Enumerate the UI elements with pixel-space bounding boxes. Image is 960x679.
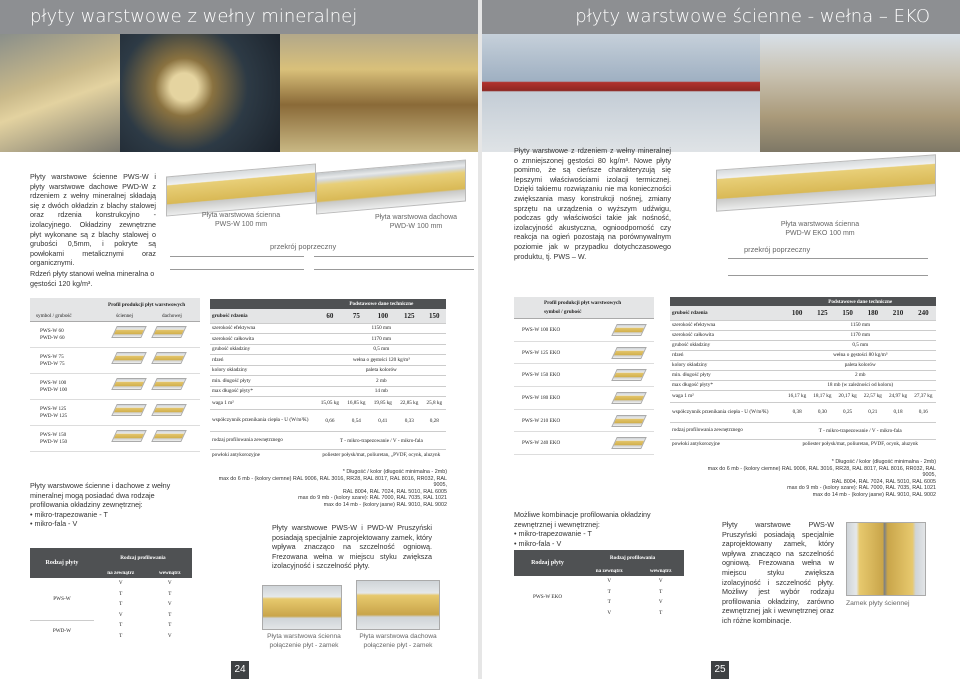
photo-panel-stack (760, 34, 960, 152)
right-coat-label: powłoki antykorozyjne (672, 441, 720, 448)
tech-value: 14 mb (374, 388, 388, 395)
u-value: 0,54 (351, 417, 361, 424)
tech-key: max długość płyty* (212, 388, 253, 395)
profiling-line: Możliwe kombinacje profilowania okładziny zewnętrznej i wewnętrznej: (514, 510, 651, 529)
profile-inner: T (659, 588, 663, 595)
eko-profile-thumb (611, 347, 647, 359)
left-wall-label: ściennej (116, 313, 133, 319)
plate-type: PWS-W EKO (532, 594, 563, 600)
right-profile-header: Profil produkcji płyt warstwowych (544, 300, 622, 306)
tech-row (210, 376, 446, 387)
left-footnote (205, 469, 447, 509)
core-value: 75 (352, 311, 360, 320)
photo-wool-cutting (280, 34, 478, 152)
tech-row (670, 340, 936, 350)
tech-key: szerokość całkowita (212, 335, 254, 342)
tech-value: 18 mb (w zależności od koloru) (827, 382, 894, 388)
right-prof-type-label: rodzaj profilowania zewnętrznego (672, 427, 743, 433)
symbol-eko: PWS-W 210 EKO (522, 417, 561, 424)
wall-profile-thumb (111, 326, 147, 338)
u-value: 0,38 (792, 409, 802, 415)
u-value: 0,28 (429, 417, 439, 424)
symbol-row (30, 322, 200, 348)
tech-value: 1150 mm (371, 325, 392, 332)
left-pt-h4: wewnątrz (158, 570, 181, 576)
left-profiling-text (30, 481, 180, 529)
eko-panel-label: Płyta warstwowa ścienna PWD-W EKO 100 mm (780, 221, 860, 237)
u-value: 0,16 (918, 409, 928, 415)
right-pt-h1: Rodzaj płyty (531, 560, 564, 566)
weight-value: 25,8 kg (426, 400, 443, 406)
tech-key: max długość płyty* (672, 382, 713, 388)
symbol-wall: PWS-W 60 (40, 328, 64, 334)
u-value: 0,41 (378, 417, 388, 424)
footnote-line: max do 9 mb - (kolory szare): RAL 7000, RAL 7035, RAL 1021 (298, 495, 447, 502)
profile-inner: V (658, 599, 663, 606)
profile-inner: T (168, 590, 172, 597)
roof-joint-image (356, 580, 440, 630)
symbol-row (30, 374, 200, 400)
symbol-row (30, 400, 200, 426)
symbol-row (514, 387, 654, 410)
profile-outer: T (119, 622, 123, 629)
left-profile-header: Profil produkcji płyt warstwowych (108, 302, 186, 308)
tech-value: wełna o gęstości 120 kg/m³ (352, 356, 410, 363)
tech-value: 1170 mm (850, 332, 871, 338)
symbol-eko: PWS-W 180 EKO (522, 395, 561, 402)
tech-value: 2 mb (376, 377, 387, 384)
weight-value: 19,85 kg (373, 400, 392, 406)
profiling-line: Płyty warstwowe ścienne i dachowe z wełny mineralnej mogą posiadać dwa rodzaje profilowania okładziny zewnętrznej: (30, 481, 171, 510)
left-u-label: współczynnik przenikania ciepła - U (W/m²K) (212, 417, 309, 423)
wall-lock-image (846, 522, 926, 596)
weight-value: 18,17 kg (813, 393, 832, 399)
symbol-row (514, 342, 654, 365)
core-value: 60 (326, 311, 334, 320)
core-value: 150 (842, 308, 853, 317)
core-value: 100 (791, 308, 803, 317)
right-profile-column (514, 297, 654, 455)
left-coat: poliester połysk/mat, poliuretan, „PVDF, ocynk, aluzynk (322, 452, 441, 459)
core-value: 180 (867, 308, 879, 317)
right-cross-section-label: przekrój poprzeczny (744, 245, 811, 254)
profile-inner: T (659, 609, 663, 616)
profile-inner: T (168, 622, 172, 629)
wall-joint-image (262, 585, 342, 630)
photo-production-machine (120, 34, 280, 152)
tech-value: 0,5 mm (373, 346, 390, 353)
profile-outer: T (607, 588, 611, 595)
tech-row (210, 386, 446, 397)
eko-panel-image (700, 150, 944, 260)
roof-profile-thumb (151, 430, 187, 442)
weight-value: 20,17 kg (838, 393, 857, 399)
u-value: 0,18 (893, 409, 903, 415)
eko-profile-thumb (611, 437, 647, 449)
right-pruszynski-text: Płyty warstwowe PWS-W Pruszyński posiadają specjalnie zaprojektowany zamek, który wpływa znacząco na szczelność ogniową. Frezowana wełna w miejscu styku zwiększa izolacyjność i szczelność płyty. Możliwy jest wybór rodzaju profilowania okładziny, zarówno zewnętrznej jak i wewnętrznej oraz ich różne kombinacje. (722, 520, 834, 625)
tech-value: paleta kolorów (365, 367, 397, 374)
core-value: 100 (377, 311, 389, 320)
eko-profile-thumb (611, 392, 647, 404)
left-tech-table (210, 299, 446, 461)
tech-key: szerokość efektywna (672, 322, 716, 328)
tech-key: rdzeń (672, 352, 684, 358)
core-value: 240 (918, 308, 929, 317)
weight-value: 16,17 kg (788, 393, 807, 399)
footnote-line: RAL 8004, RAL 7024, RAL 5010, RAL 6005 (342, 488, 447, 495)
right-symbol-label: symbol / grubość (544, 309, 582, 315)
profile-inner: T (168, 611, 172, 618)
tech-row (670, 320, 936, 330)
tech-row (210, 355, 446, 366)
core-value: 125 (817, 308, 828, 317)
profile-outer: V (118, 580, 123, 587)
left-core-label: grubość rdzenia (212, 312, 248, 319)
profile-outer: V (607, 609, 612, 616)
symbol-eko: PWS-W 150 EKO (522, 372, 561, 379)
left-tech-title: Podstawowe dane techniczne (349, 301, 414, 307)
wall-joint-caption: Płyta warstwowa ścienna połączenie płyt - zamek (267, 633, 341, 649)
tech-row (670, 370, 936, 380)
right-pt-h3: na zewnątrz (595, 568, 623, 574)
tech-key: kolory okładziny (212, 367, 248, 374)
profiling-line: • mikro-trapezowanie - T (30, 509, 108, 519)
footnote-line: max do 9 mb - (kolory szare): RAL 7000, RAL 7035, RAL 1021 (787, 485, 936, 492)
right-intro-text: Płyty warstwowe z rdzeniem z wełny mineralnej o zmniejszonej gęstości 80 kg/m³. Nowe płyty pomimo, że są cieńsze charakteryzują się lepszymi właściwościami izolacji termicznej. Dzięki takiemu rozwiązaniu nie ma konieczności zwiększania masy konstrukcji nośnej, zmiany sprzętu na urządzenia o wyższym udźwigu, podczas gdy właściwości takie jak nośność, izolacyjność akustyczna, ognioodporność czy reakcja na ogień pozostają na porównywalnym poziomie jak w przypadku dotychczasowego produktu, tj. PWS – W. (514, 146, 671, 261)
u-value: 0,21 (868, 409, 878, 415)
symbol-wall: PWS-W 75 (40, 354, 64, 360)
tech-value: 2 mb (854, 372, 866, 378)
weight-value: 24,97 kg (888, 393, 908, 399)
roof-profile-thumb (151, 404, 187, 416)
tech-key: grubość okładziny (212, 346, 251, 353)
tech-key: min. długość płyty (212, 377, 251, 384)
symbol-row (514, 364, 654, 387)
symbol-eko: PWS-W 240 EKO (522, 440, 561, 447)
left-profile-column (30, 298, 200, 452)
tech-value: 1150 mm (850, 322, 871, 328)
photo-wool-panels (0, 34, 120, 152)
roof-profile-thumb (151, 352, 187, 364)
u-value: 0,25 (843, 409, 853, 415)
tech-key: min. długość płyty (672, 372, 711, 378)
left-prof-type-label: rodzaj profilowania zewnętrznego (212, 437, 283, 443)
right-core-label: grubość rdzenia (672, 309, 708, 316)
core-value: 210 (892, 308, 904, 317)
core-value: 125 (404, 311, 415, 320)
right-profiling-text (514, 510, 674, 548)
eko-profile-thumb (611, 324, 647, 336)
profile-outer: T (119, 601, 123, 608)
photo-hall-interior (482, 34, 760, 152)
left-prof-type: T - mikro-trapezowanie / V - mikro-fala (339, 437, 423, 444)
symbol-eko: PWS-W 125 EKO (522, 349, 561, 356)
wall-cross-section (170, 256, 304, 270)
weight-value: 15,05 kg (320, 400, 339, 406)
left-pt-h2: Rodzaj profilowania (120, 555, 166, 561)
left-intro-text-2: Rdzeń płyty stanowi wełna mineralna o gęstości 120 kg/m³. (30, 268, 155, 288)
right-prof-type: T - mikro-trapezowanie / V - mikro-fala (818, 427, 902, 434)
symbol-wall: PWS-W 100 (40, 380, 67, 386)
core-value: 150 (429, 311, 440, 320)
left-weight-label: waga 1 m² (212, 400, 234, 406)
wall-panel-label: Płyta warstwowa ścienna PWS-W 100 mm (201, 212, 281, 228)
symbol-row (30, 348, 200, 374)
profile-outer: V (118, 611, 123, 618)
u-value: 0,30 (817, 409, 827, 415)
tech-row (670, 380, 936, 390)
profile-table-row (30, 578, 192, 589)
weight-value: 27,37 kg (914, 393, 933, 399)
profile-inner: V (167, 632, 172, 639)
weight-value: 22,85 kg (400, 400, 419, 406)
right-tech-title: Podstawowe dane techniczne (828, 298, 893, 305)
eko-profile-thumb (611, 369, 647, 381)
symbol-roof: PWD-W 150 (40, 439, 68, 445)
footnote-line: * Długość / kolor (długość minimalna - 2mb) (342, 469, 447, 475)
left-coat-label: powłoki antykorozyjne (212, 452, 260, 459)
profile-table-row (30, 620, 192, 631)
wall-profile-thumb (111, 378, 147, 390)
profiling-line: • mikro-fala - V (514, 538, 562, 548)
profile-outer: T (119, 632, 123, 639)
symbol-row (514, 410, 654, 433)
footnote-line: * Długość / kolor (długość minimalna - 2mb) (831, 459, 936, 465)
tech-row (670, 360, 936, 370)
left-symbol-list (30, 322, 200, 452)
eko-cross-section (728, 258, 928, 276)
tech-row (670, 350, 936, 360)
tech-key: rdzeń (212, 356, 224, 363)
symbol-roof: PWD-W 75 (40, 361, 65, 367)
profile-inner: V (167, 580, 172, 587)
left-pt-h3: na zewnątrz (107, 570, 135, 576)
left-cross-section-label: przekrój poprzeczny (270, 242, 337, 251)
tech-key: grubość okładziny (672, 342, 711, 348)
wall-lock-caption: Zamek płyty ściennej (846, 600, 910, 607)
symbol-wall: PWS-W 150 (40, 432, 67, 438)
symbol-roof: PWD-W 60 (40, 335, 65, 341)
symbol-wall: PWS-W 125 (40, 406, 67, 412)
roof-cross-section (314, 256, 474, 270)
symbol-roof: PWD-W 100 (40, 387, 68, 393)
tech-key: szerokość efektywna (212, 325, 256, 332)
left-intro (30, 172, 156, 288)
roof-profile-thumb (151, 378, 187, 390)
symbol-roof: PWD-W 125 (40, 413, 68, 419)
header-right-title: płyty warstwowe ścienne - wełna – EKO (575, 6, 930, 27)
right-pt-h2: Rodzaj profilowania (609, 555, 656, 561)
profile-inner: V (167, 601, 172, 608)
footnote-line: max do 14 mb - (kolory jasne) RAL 9010, RAL 9002 (323, 501, 447, 508)
wall-profile-thumb (111, 430, 147, 442)
symbol-row (30, 426, 200, 452)
right-coat: poliester połysk/mat, poliuretan, PVDF, ocynk, aluzynk (802, 441, 919, 448)
profile-outer: T (607, 599, 611, 606)
weight-value: 16,85 kg (347, 400, 366, 406)
symbol-row (514, 319, 654, 342)
left-intro-text: Płyty warstwowe ścienne PWS-W i płyty warstwowe dachowe PWD-W z rdzeniem z wełny mineralnej składają się z dwóch okładzin z blachy stalowej oraz rdzenia konstrukcyjno - izolacyjnego. Okładziny zewnętrzne płyt wykonane są z blachy stalowej o grubości 0,5mm, i pokryte są powłokami metalicznymi oraz organicznymi. (30, 172, 156, 268)
tech-row (210, 323, 446, 334)
left-roof-label: dachowej (162, 313, 182, 319)
tech-key: kolory okładziny (672, 362, 708, 368)
symbol-eko: PWS-W 100 EKO (522, 327, 561, 333)
left-profile-table (30, 548, 192, 641)
tech-key: szerokość całkowita (672, 332, 714, 338)
roof-joint-caption: Płyta warstwowa dachowa połączenie płyt - zamek (359, 633, 437, 649)
profiling-line: • mikro-trapezowanie - T (514, 529, 592, 539)
tech-value: wełna o gęstości 80 kg/m³ (833, 352, 888, 358)
symbol-row (514, 432, 654, 455)
u-value: 0,66 (325, 417, 335, 424)
footnote-line: max do 6 mb - (kolory ciemne) RAL 9006, RAL 3016, RR28, RAL 8017, RAL 8016, RR032, RAL 9005, (218, 475, 447, 489)
profile-outer: T (119, 590, 123, 597)
right-u-label: współczynnik przenikania ciepła - U (W/m²K) (672, 408, 769, 415)
left-symbol-label: symbol / grubość (36, 313, 72, 319)
left-pruszynski-text: Płyty warstwowe PWS-W i PWD-W Pruszyński posiadają specjalnie zaprojektowany zamek, który wpływa znacząco na szczelność ogniową. Frezowana wełna w miejscu styku zwiększa izolacyjność i szczelność płyty. (272, 523, 432, 571)
u-value: 0,33 (404, 417, 414, 424)
profiling-line: • mikro-fala - V (30, 519, 78, 529)
tech-row (210, 334, 446, 345)
roof-profile-thumb (151, 326, 187, 338)
wall-profile-thumb (111, 404, 147, 416)
tech-row (210, 365, 446, 376)
right-weight-label: waga 1 m² (672, 393, 694, 399)
plate-type: PWD-W (30, 620, 94, 641)
right-tech-table (670, 297, 936, 449)
footnote-line: RAL 8004, RAL 7024, RAL 5010, RAL 6005 (831, 478, 936, 485)
roof-panel-label: Płyta warstwowa dachowa PWD-W 100 mm (374, 214, 458, 230)
profile-inner: V (658, 578, 663, 585)
profile-outer: V (607, 578, 612, 585)
right-footnote (700, 459, 936, 499)
page-number-right: 25 (711, 661, 729, 679)
header-left-title: płyty warstwowe z wełny mineralnej (30, 6, 358, 27)
tech-value: paleta kolorów (844, 362, 876, 368)
footnote-line: max do 6 mb - (kolory ciemne) RAL 9006, RAL 3016, RR28, RAL 8017, RAL 8016, RR032, RAL 9005, (707, 465, 936, 479)
left-pt-h1: Rodzaj płyty (45, 560, 79, 566)
tech-row (210, 344, 446, 355)
right-symbol-list (514, 319, 654, 455)
eko-profile-thumb (611, 415, 647, 427)
tech-row (670, 330, 936, 340)
plate-type: PWS-W (53, 595, 71, 602)
right-profile-table (514, 550, 684, 618)
wall-profile-thumb (111, 352, 147, 364)
page-number-left: 24 (231, 661, 249, 679)
weight-value: 22,57 kg (863, 393, 882, 399)
tech-value: 0,5 mm (852, 342, 869, 348)
right-pt-h4: wewnątrz (649, 568, 672, 574)
page-gutter (478, 0, 482, 679)
tech-value: 1170 mm (371, 335, 392, 342)
profile-table-row (514, 576, 684, 587)
footnote-line: max do 14 mb - (kolory jasne) RAL 9010, RAL 9002 (812, 491, 936, 498)
